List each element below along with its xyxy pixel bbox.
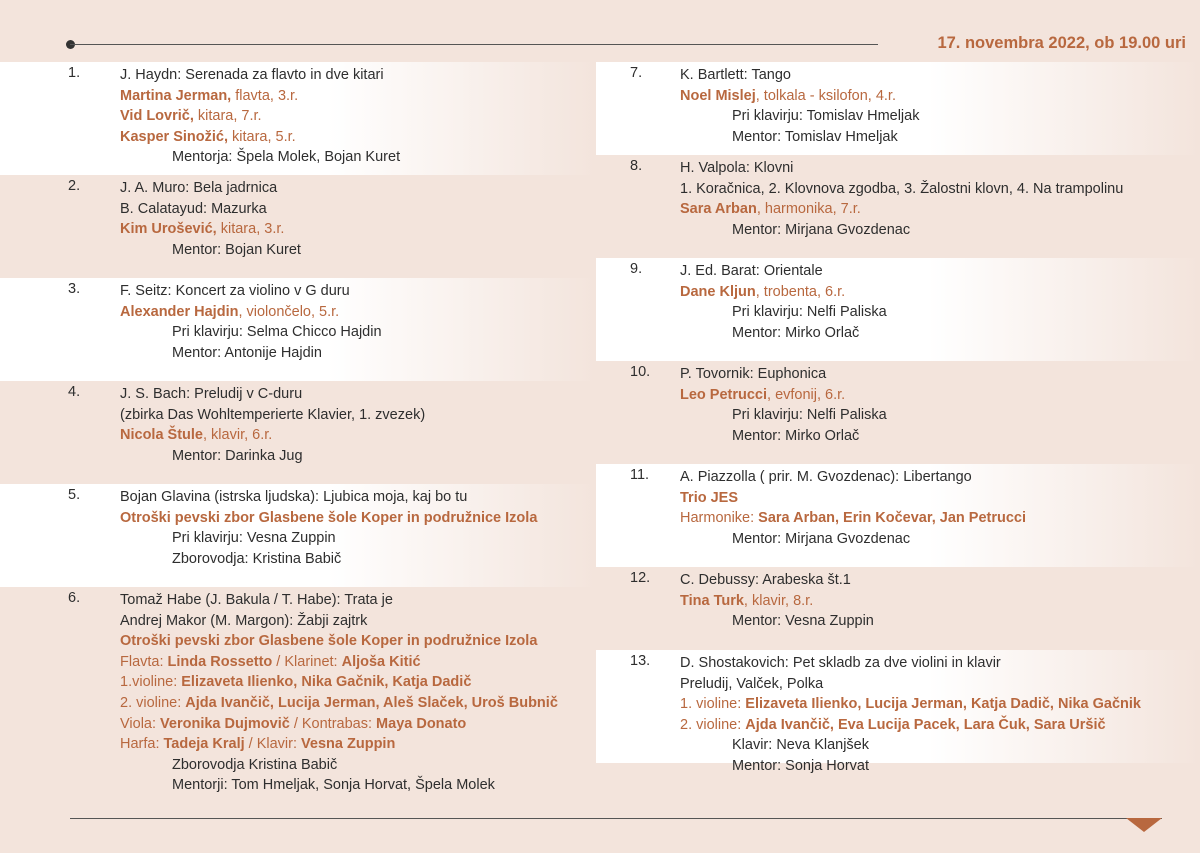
- performer-text: / Klarinet:: [272, 653, 342, 670]
- performer-text: / Kontrabas:: [289, 715, 377, 732]
- item-number: 6.: [68, 590, 81, 606]
- item-line: [120, 343, 382, 364]
- item-line: [120, 65, 400, 86]
- text-segment: Mentor: Darinka Jug: [172, 447, 303, 464]
- performer-text: , trobenta, 6.r.: [755, 283, 846, 300]
- item-number: 10.: [630, 364, 651, 380]
- text-segment: P. Tovornik: Euphonica: [680, 366, 827, 382]
- item-line: [680, 426, 887, 447]
- item-details: [120, 487, 537, 569]
- item-line: [680, 179, 1123, 200]
- item-line: [680, 529, 1026, 550]
- item-line: [680, 261, 887, 282]
- text-segment: 1. Koračnica, 2. Klovnova zgodba, 3. Žalostni klovn, 4. Na trampolinu: [680, 180, 1124, 197]
- text-segment: Klavir: Neva Klanjšek: [732, 737, 869, 754]
- item-line: [680, 405, 887, 426]
- text-segment: D. Shostakovich: Pet skladb za dve violini in klavir: [680, 655, 1001, 671]
- item-line: [120, 199, 301, 220]
- item-line: [680, 158, 1123, 179]
- performer-text: Dane Kljun: [680, 283, 756, 300]
- item-number: 4.: [68, 384, 81, 400]
- performer-text: kitara, 3.r.: [216, 221, 285, 238]
- concert-date: 17. novembra 2022, ob 19.00 uri: [937, 34, 1186, 52]
- text-segment: Mentor: Vesna Zuppin: [732, 613, 874, 630]
- performer-text: , harmonika, 7.r.: [756, 201, 861, 218]
- item-line: [120, 528, 537, 549]
- performer-text: 2. violine:: [680, 716, 746, 733]
- item-line: [120, 219, 301, 240]
- program-item: [596, 464, 1200, 567]
- item-details: [680, 467, 1026, 549]
- item-details: [680, 158, 1123, 240]
- text-segment: (zbirka Das Wohltemperierte Klavier, 1. zvezek): [120, 406, 426, 423]
- item-line: [120, 508, 537, 529]
- item-line: [120, 755, 558, 776]
- program-item: [0, 278, 596, 381]
- program-column-right: [596, 62, 1200, 774]
- item-line: [120, 590, 558, 611]
- text-segment: Mentor: Tomislav Hmeljak: [732, 128, 898, 145]
- performer-text: Alexander Hajdin: [120, 303, 239, 320]
- text-segment: Preludij, Valček, Polka: [680, 675, 824, 692]
- performer-text: Elizaveta Ilienko, Nika Gačnik, Katja Dadič: [181, 674, 472, 691]
- text-segment: Mentor: Mirjana Gvozdenac: [732, 530, 911, 547]
- program-item: [0, 62, 596, 175]
- item-details: [120, 178, 301, 260]
- item-line: [680, 106, 919, 127]
- performer-text: Trio JES: [680, 489, 739, 506]
- performer-text: Harmonike:: [680, 510, 759, 527]
- text-segment: A. Piazzolla ( prir. M. Gvozdenac): Libertango: [680, 469, 972, 485]
- item-line: [120, 322, 382, 343]
- text-segment: Pri klavirju: Vesna Zuppin: [172, 530, 336, 547]
- item-line: [120, 631, 558, 652]
- performer-text: , klavir, 8.r.: [743, 592, 814, 609]
- item-details: [120, 384, 425, 466]
- performer-text: / Klavir:: [244, 736, 302, 753]
- item-details: [680, 261, 887, 343]
- item-details: [680, 65, 919, 147]
- item-number: 8.: [630, 158, 643, 174]
- text-segment: Zborovodja Kristina Babič: [172, 756, 338, 773]
- item-number: 3.: [68, 281, 81, 297]
- item-line: [680, 488, 1026, 509]
- item-line: [680, 674, 1141, 695]
- item-line: [680, 220, 1123, 241]
- item-number: 12.: [630, 570, 651, 586]
- item-line: [120, 384, 425, 405]
- performer-text: Kim Urošević,: [120, 221, 217, 238]
- item-line: [120, 487, 537, 508]
- text-segment: Tomaž Habe (J. Bakula / T. Habe): Trata je: [120, 592, 393, 608]
- performer-text: Otroški pevski zbor Glasbene šole Koper in podružnice Izola: [120, 509, 538, 526]
- item-number: 9.: [630, 261, 643, 277]
- item-line: [680, 323, 887, 344]
- performer-text: , klavir, 6.r.: [203, 427, 273, 444]
- item-line: [120, 147, 400, 168]
- header-rule: [70, 44, 878, 45]
- text-segment: J. Haydn: Serenada za flavto in dve kitari: [120, 67, 384, 83]
- item-number: 1.: [68, 65, 81, 81]
- text-segment: Mentor: Mirko Orlač: [732, 324, 860, 341]
- text-segment: Zborovodja: Kristina Babič: [172, 550, 342, 567]
- text-segment: Pri klavirju: Tomislav Hmeljak: [732, 108, 920, 125]
- text-segment: H. Valpola: Klovni: [680, 160, 794, 176]
- text-segment: Mentorji: Tom Hmeljak, Sonja Horvat, Špela Molek: [172, 777, 495, 794]
- performer-text: Flavta:: [120, 653, 168, 670]
- text-segment: J. Ed. Barat: Orientale: [680, 263, 823, 279]
- item-line: [680, 282, 887, 303]
- performer-text: Maya Donato: [376, 715, 467, 732]
- performer-text: Viola:: [120, 715, 161, 732]
- item-line: [120, 611, 558, 632]
- item-line: [120, 775, 558, 796]
- item-line: [120, 127, 400, 148]
- performer-text: Noel Mislej: [680, 87, 756, 104]
- item-line: [680, 199, 1123, 220]
- item-line: [680, 735, 1141, 756]
- performer-text: , violončelo, 5.r.: [238, 303, 340, 320]
- text-segment: Bojan Glavina (istrska ljudska): Ljubica moja, kaj bo tu: [120, 489, 468, 505]
- program-item: [596, 62, 1200, 155]
- item-number: 2.: [68, 178, 81, 194]
- item-details: [120, 281, 382, 363]
- item-line: [120, 302, 382, 323]
- program-item: [0, 381, 596, 484]
- item-line: [680, 570, 874, 591]
- item-line: [680, 694, 1141, 715]
- item-line: [120, 734, 558, 755]
- text-segment: Mentor: Mirjana Gvozdenac: [732, 221, 911, 238]
- text-segment: Pri klavirju: Nelfi Paliska: [732, 304, 887, 321]
- performer-text: Leo Petrucci: [680, 386, 768, 403]
- item-number: 13.: [630, 653, 651, 669]
- item-line: [120, 425, 425, 446]
- text-segment: F. Seitz: Koncert za violino v G duru: [120, 283, 350, 299]
- text-segment: Pri klavirju: Nelfi Paliska: [732, 407, 887, 424]
- item-line: [680, 127, 919, 148]
- item-line: [680, 653, 1141, 674]
- performer-text: Elizaveta Ilienko, Lucija Jerman, Katja Dadič, Nika Gačnik: [745, 696, 1141, 713]
- program-item: [596, 155, 1200, 258]
- text-segment: J. A. Muro: Bela jadrnica: [120, 180, 278, 196]
- footer-arrow-icon: [1126, 818, 1162, 832]
- performer-text: Nicola Štule: [120, 427, 203, 444]
- item-details: [680, 364, 887, 446]
- program-column-left: [0, 62, 596, 817]
- text-segment: J. S. Bach: Preludij v C-duru: [120, 386, 303, 402]
- program-item: [596, 258, 1200, 361]
- item-line: [680, 302, 887, 323]
- item-line: [680, 65, 919, 86]
- item-line: [680, 591, 874, 612]
- item-line: [680, 611, 874, 632]
- performer-text: Aljoša Kitić: [341, 653, 421, 670]
- performer-text: Sara Arban, Erin Kočevar, Jan Petrucci: [758, 510, 1027, 527]
- item-details: [680, 653, 1141, 777]
- item-line: [120, 446, 425, 467]
- item-line: [120, 714, 558, 735]
- item-line: [680, 715, 1141, 736]
- performer-text: 2. violine:: [120, 694, 186, 711]
- item-details: [680, 570, 874, 632]
- item-number: 5.: [68, 487, 81, 503]
- performer-text: Tadeja Kralj: [163, 736, 245, 753]
- performer-text: Vid Lovrič,: [120, 108, 194, 125]
- program-item: [596, 650, 1200, 774]
- item-line: [120, 405, 425, 426]
- item-line: [680, 508, 1026, 529]
- text-segment: Mentorja: Špela Molek, Bojan Kuret: [172, 149, 401, 166]
- program-item: [596, 361, 1200, 464]
- item-line: [120, 693, 558, 714]
- item-line: [120, 178, 301, 199]
- performer-text: Veronika Dujmovič: [160, 715, 290, 732]
- performer-text: Kasper Sinožić,: [120, 128, 228, 145]
- item-line: [120, 672, 558, 693]
- text-segment: Pri klavirju: Selma Chicco Hajdin: [172, 324, 382, 341]
- performer-text: Tina Turk: [680, 592, 744, 609]
- performer-text: Ajda Ivančič, Lucija Jerman, Aleš Slaček, Uroš Bubnič: [185, 694, 558, 711]
- item-line: [120, 281, 382, 302]
- item-line: [120, 106, 400, 127]
- item-line: [680, 86, 919, 107]
- item-line: [680, 364, 887, 385]
- program-item: [0, 175, 596, 278]
- performer-text: Vesna Zuppin: [301, 736, 396, 753]
- footer-rule: [70, 818, 1162, 819]
- item-line: [680, 385, 887, 406]
- performer-text: Ajda Ivančič, Eva Lucija Pacek, Lara Čuk, Sara Uršič: [745, 716, 1106, 733]
- performer-text: flavta, 3.r.: [231, 87, 299, 104]
- item-line: [120, 86, 400, 107]
- text-segment: Andrej Makor (M. Margon): Žabji zajtrk: [120, 612, 368, 629]
- performer-text: kitara, 5.r.: [227, 128, 296, 145]
- text-segment: Mentor: Sonja Horvat: [732, 757, 870, 774]
- performer-text: 1. violine:: [680, 696, 746, 713]
- item-line: [680, 467, 1026, 488]
- text-segment: C. Debussy: Arabeska št.1: [680, 572, 851, 588]
- text-segment: Mentor: Mirko Orlač: [732, 427, 860, 444]
- program-item: [0, 587, 596, 817]
- text-segment: K. Bartlett: Tango: [680, 67, 791, 83]
- item-number: 7.: [630, 65, 643, 81]
- item-line: [680, 756, 1141, 777]
- text-segment: Mentor: Antonije Hajdin: [172, 344, 322, 361]
- performer-text: Martina Jerman,: [120, 87, 232, 104]
- performer-text: kitara, 7.r.: [193, 108, 262, 125]
- item-line: [120, 549, 537, 570]
- item-number: 11.: [630, 467, 650, 483]
- performer-text: Sara Arban: [680, 201, 757, 218]
- performer-text: , tolkala - ksilofon, 4.r.: [755, 87, 896, 104]
- performer-text: 1.violine:: [120, 674, 182, 691]
- text-segment: B. Calatayud: Mazurka: [120, 200, 267, 217]
- item-details: [120, 590, 558, 796]
- item-line: [120, 652, 558, 673]
- text-segment: Mentor: Bojan Kuret: [172, 241, 301, 258]
- item-line: [120, 240, 301, 261]
- performer-text: , evfonij, 6.r.: [767, 386, 846, 403]
- performer-text: Otroški pevski zbor Glasbene šole Koper in podružnice Izola: [120, 633, 538, 650]
- item-details: [120, 65, 400, 168]
- program-item: [596, 567, 1200, 650]
- program-item: [0, 484, 596, 587]
- performer-text: Harfa:: [120, 736, 164, 753]
- performer-text: Linda Rossetto: [167, 653, 273, 670]
